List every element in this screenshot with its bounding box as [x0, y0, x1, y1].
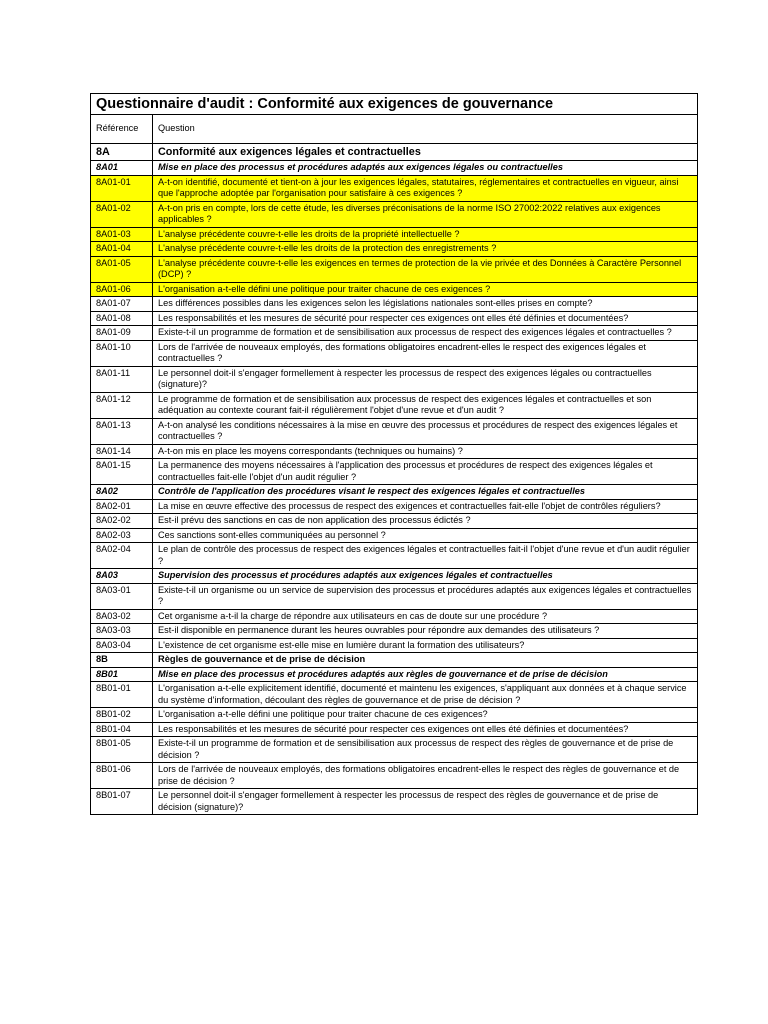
table-row [91, 609, 698, 624]
header-reference: Référence [91, 115, 153, 144]
reference-cell: 8B01-01 [91, 682, 153, 708]
table-row [91, 340, 698, 366]
question-cell: A-t-on mis en place les moyens correspondants (techniques ou humains) ? [153, 444, 698, 459]
table-row [91, 583, 698, 609]
question-cell: L'organisation a-t-elle défini une politique pour traiter chacune de ces exigences ? [153, 282, 698, 297]
question-cell: L'analyse précédente couvre-t-elle les droits de la protection des enregistrements ? [153, 242, 698, 257]
table-row [91, 242, 698, 257]
table-row [91, 737, 698, 763]
reference-cell: 8A01-04 [91, 242, 153, 257]
question-cell: Lors de l'arrivée de nouveaux employés, des formations obligatoires encadrent-elles le respect des exigences légales et contractuelles ? [153, 340, 698, 366]
section-row [91, 653, 698, 668]
question-cell: Règles de gouvernance et de prise de décision [153, 653, 698, 668]
header-row [91, 115, 698, 144]
table-row [91, 528, 698, 543]
table-row [91, 722, 698, 737]
reference-cell: 8A01-05 [91, 256, 153, 282]
reference-cell: 8A01-11 [91, 366, 153, 392]
reference-cell: 8A03-01 [91, 583, 153, 609]
question-cell: Le personnel doit-il s'engager formellement à respecter les processus de respect des règles de gouvernance et de prise de décision (signature)? [153, 789, 698, 815]
question-cell: Les différences possibles dans les exigences selon les législations nationales sont-elles prises en compte? [153, 297, 698, 312]
table-row [91, 543, 698, 569]
reference-cell: 8A03-03 [91, 624, 153, 639]
subsection-row [91, 161, 698, 176]
question-cell: Mise en place des processus et procédures adaptés aux exigences légales ou contractuelles [153, 161, 698, 176]
reference-cell: 8A [91, 144, 153, 161]
reference-cell: 8A02-02 [91, 514, 153, 529]
reference-cell: 8A02-03 [91, 528, 153, 543]
question-cell: L'organisation a-t-elle défini une politique pour traiter chacune de ces exigences? [153, 708, 698, 723]
table-row [91, 459, 698, 485]
question-cell: Existe-t-il un programme de formation et de sensibilisation aux processus de respect des exigences légales et contractuelles ? [153, 326, 698, 341]
table-row [91, 624, 698, 639]
reference-cell: 8B01-02 [91, 708, 153, 723]
reference-cell: 8B01-06 [91, 763, 153, 789]
reference-cell: 8A03 [91, 569, 153, 584]
table-row [91, 311, 698, 326]
table-row [91, 418, 698, 444]
reference-cell: 8A03-04 [91, 638, 153, 653]
question-cell: L'analyse précédente couvre-t-elle les droits de la propriété intellectuelle ? [153, 227, 698, 242]
table-row [91, 444, 698, 459]
title-row [91, 94, 698, 115]
reference-cell: 8A01-13 [91, 418, 153, 444]
table-row [91, 282, 698, 297]
section-row [91, 144, 698, 161]
reference-cell: 8A01-14 [91, 444, 153, 459]
reference-cell: 8A01-09 [91, 326, 153, 341]
reference-cell: 8A01 [91, 161, 153, 176]
question-cell: L'analyse précédente couvre-t-elle les exigences en termes de protection de la vie privée et des Données à Caractère Personnel (DCP) ? [153, 256, 698, 282]
question-cell: Existe-t-il un programme de formation et de sensibilisation aux processus de respect des règles de gouvernance et de prise de décision ? [153, 737, 698, 763]
question-cell: Ces sanctions sont-elles communiquées au personnel ? [153, 528, 698, 543]
subsection-row [91, 569, 698, 584]
table-row [91, 201, 698, 227]
table-row [91, 227, 698, 242]
question-cell: Cet organisme a-t-il la charge de répondre aux utilisateurs en cas de doute sur une procédure ? [153, 609, 698, 624]
reference-cell: 8B01-07 [91, 789, 153, 815]
table-row [91, 297, 698, 312]
subsection-row [91, 667, 698, 682]
question-cell: Le personnel doit-il s'engager formellement à respecter les processus de respect des exigences légales ou contractuelles (signature)? [153, 366, 698, 392]
reference-cell: 8B01-04 [91, 722, 153, 737]
question-cell: Les responsabilités et les mesures de sécurité pour respecter ces exigences ont elles été définies et documentées? [153, 722, 698, 737]
question-cell: La mise en œuvre effective des processus de respect des exigences et contractuelles fait-elle l'objet de contrôles réguliers? [153, 499, 698, 514]
question-cell: A-t-on pris en compte, lors de cette étude, les diverses préconisations de la norme ISO 27002:2022 relatives aux exigences applicables ? [153, 201, 698, 227]
question-cell: L'organisation a-t-elle explicitement identifié, documenté et maintenu les exigences, s'appliquant aux données et à chaque service du système d'information, découlant des règles de gouvernance et de prise de décision ? [153, 682, 698, 708]
question-cell: Conformité aux exigences légales et contractuelles [153, 144, 698, 161]
reference-cell: 8B [91, 653, 153, 668]
table-row [91, 708, 698, 723]
reference-cell: 8A01-15 [91, 459, 153, 485]
table-row [91, 789, 698, 815]
reference-cell: 8A01-12 [91, 392, 153, 418]
reference-cell: 8A01-06 [91, 282, 153, 297]
table-row [91, 175, 698, 201]
reference-cell: 8A02-01 [91, 499, 153, 514]
question-cell: Le plan de contrôle des processus de respect des exigences légales et contractuelles fait-il l'objet d'une revue et d'un audit régulier ? [153, 543, 698, 569]
document-title: Questionnaire d'audit : Conformité aux exigences de gouvernance [91, 94, 698, 115]
reference-cell: 8A01-10 [91, 340, 153, 366]
question-cell: Est-il prévu des sanctions en cas de non application des processus édictés ? [153, 514, 698, 529]
reference-cell: 8A02 [91, 485, 153, 500]
table-row [91, 682, 698, 708]
table-row [91, 326, 698, 341]
reference-cell: 8B01-05 [91, 737, 153, 763]
reference-cell: 8B01 [91, 667, 153, 682]
question-cell: Est-il disponible en permanence durant les heures ouvrables pour répondre aux demandes des utilisateurs ? [153, 624, 698, 639]
reference-cell: 8A03-02 [91, 609, 153, 624]
question-cell: La permanence des moyens nécessaires à l'application des processus et procédures de respect des exigences légales et contractuelles fait-elle l'objet d'un audit régulier ? [153, 459, 698, 485]
table-row [91, 366, 698, 392]
question-cell: Mise en place des processus et procédures adaptés aux règles de gouvernance et de prise de décision [153, 667, 698, 682]
header-question: Question [153, 115, 698, 144]
question-cell: Existe-t-il un organisme ou un service de supervision des processus et procédures adaptés aux exigences légales et contractuelles ? [153, 583, 698, 609]
question-cell: A-t-on identifié, documenté et tient-on à jour les exigences légales, statutaires, réglementaires et contractuelles en vigueur, ainsi que l'approche adoptée par l'organisation pour satisfaire à ces exigences ? [153, 175, 698, 201]
question-cell: Le programme de formation et de sensibilisation aux processus de respect des exigences légales et contractuelles et son adéquation au contexte courant fait-il régulièrement l'objet d'une revue et d'un audit ? [153, 392, 698, 418]
reference-cell: 8A01-07 [91, 297, 153, 312]
question-cell: Lors de l'arrivée de nouveaux employés, des formations obligatoires encadrent-elles le respect des règles de gouvernance et de prise de décision ? [153, 763, 698, 789]
reference-cell: 8A01-01 [91, 175, 153, 201]
table-row [91, 256, 698, 282]
table-row [91, 638, 698, 653]
subsection-row [91, 485, 698, 500]
table-row [91, 763, 698, 789]
table-row [91, 499, 698, 514]
reference-cell: 8A01-08 [91, 311, 153, 326]
table-row [91, 514, 698, 529]
table-row [91, 392, 698, 418]
question-cell: L'existence de cet organisme est-elle mise en lumière durant la formation des utilisateurs? [153, 638, 698, 653]
question-cell: Supervision des processus et procédures adaptés aux exigences légales et contractuelles [153, 569, 698, 584]
question-cell: A-t-on analysé les conditions nécessaires à la mise en œuvre des processus et procédures de respect des exigences légales et contractuelles ? [153, 418, 698, 444]
reference-cell: 8A01-03 [91, 227, 153, 242]
reference-cell: 8A01-02 [91, 201, 153, 227]
question-cell: Contrôle de l'application des procédures visant le respect des exigences légales et contractuelles [153, 485, 698, 500]
reference-cell: 8A02-04 [91, 543, 153, 569]
question-cell: Les responsabilités et les mesures de sécurité pour respecter ces exigences ont elles été définies et documentées? [153, 311, 698, 326]
audit-table [90, 93, 698, 815]
